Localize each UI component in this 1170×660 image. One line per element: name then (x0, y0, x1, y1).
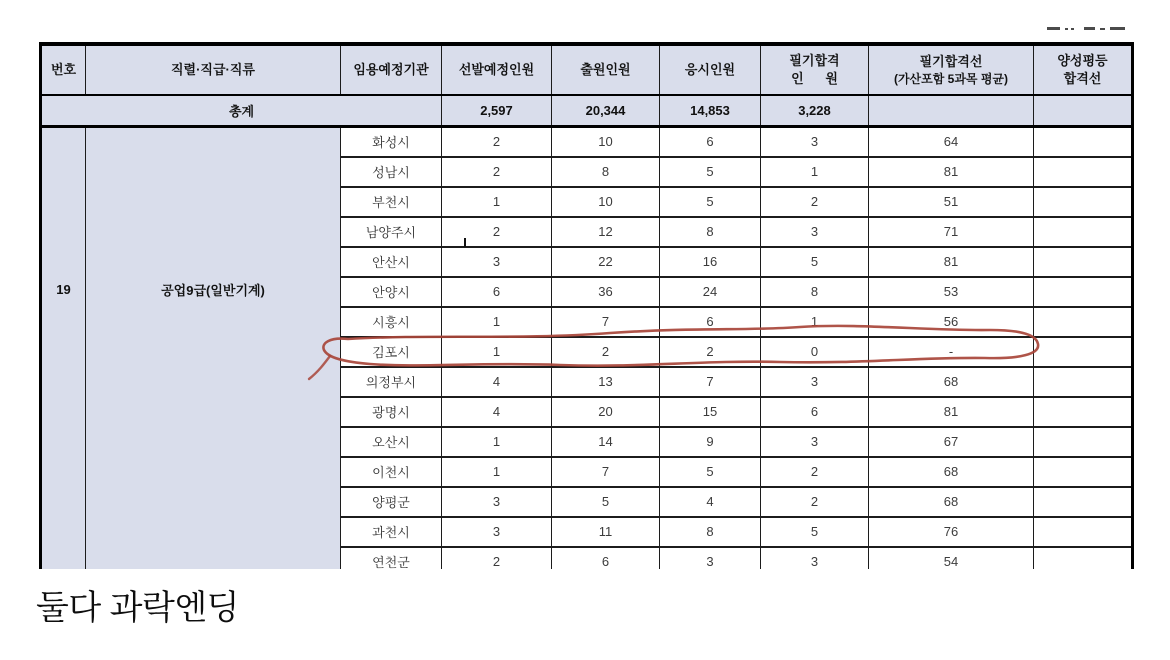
group-series-cell: 공업9급(일반기계) (86, 127, 341, 570)
cell-taken: 6 (660, 307, 761, 337)
cell-cutline: 81 (869, 397, 1034, 427)
cell-selection: 1 (442, 427, 552, 457)
col-passed: 필기합격 인 원 (761, 44, 869, 95)
cell-passed: 3 (761, 547, 869, 570)
cell-gender (1034, 277, 1133, 307)
total-row (41, 95, 1133, 127)
cutoff-text-fragment (1084, 27, 1095, 30)
table-row (41, 127, 1133, 157)
cell-taken: 8 (660, 217, 761, 247)
cell-passed: 5 (761, 247, 869, 277)
cell-cutline: 68 (869, 457, 1034, 487)
cell-agency: 양평군 (341, 487, 442, 517)
cell-applied: 20 (552, 397, 660, 427)
cell-taken: 5 (660, 157, 761, 187)
cell-gender (1034, 187, 1133, 217)
cell-selection: 3 (442, 487, 552, 517)
cell-cutline: 81 (869, 157, 1034, 187)
cell-cutline: 68 (869, 367, 1034, 397)
cell-gender (1034, 217, 1133, 247)
cell-agency: 안양시 (341, 277, 442, 307)
cell-gender (1034, 517, 1133, 547)
col-no: 번호 (41, 44, 86, 95)
cell-applied: 13 (552, 367, 660, 397)
total-cutline (869, 95, 1034, 127)
cell-cutline: 76 (869, 517, 1034, 547)
cell-gender (1034, 397, 1133, 427)
total-selection: 2,597 (442, 95, 552, 127)
cell-taken: 24 (660, 277, 761, 307)
col-taken: 응시인원 (660, 44, 761, 95)
cell-passed: 2 (761, 187, 869, 217)
cell-gender (1034, 307, 1133, 337)
cell-passed: 3 (761, 127, 869, 157)
cell-taken: 7 (660, 367, 761, 397)
cell-gender (1034, 427, 1133, 457)
cell-taken: 8 (660, 517, 761, 547)
cell-gender (1034, 457, 1133, 487)
cell-agency: 이천시 (341, 457, 442, 487)
cell-applied: 2 (552, 337, 660, 367)
cell-selection: 2 (442, 157, 552, 187)
col-gender: 양성평등 합격선 (1034, 44, 1133, 95)
cell-applied: 11 (552, 517, 660, 547)
cell-cutline: 64 (869, 127, 1034, 157)
cell-applied: 12 (552, 217, 660, 247)
exam-results-table (39, 42, 1134, 569)
cell-selection: 2 (442, 127, 552, 157)
header-row (41, 44, 1133, 95)
cell-taken: 2 (660, 337, 761, 367)
cell-agency: 시흥시 (341, 307, 442, 337)
col-agency: 임용예정기관 (341, 44, 442, 95)
cell-passed: 2 (761, 487, 869, 517)
cell-applied: 10 (552, 127, 660, 157)
cell-gender (1034, 247, 1133, 277)
cell-selection: 6 (442, 277, 552, 307)
cell-cutline: 81 (869, 247, 1034, 277)
cell-taken: 4 (660, 487, 761, 517)
group-number-cell: 19 (41, 127, 86, 570)
cell-selection: 3 (442, 247, 552, 277)
cutoff-text-fragment (1071, 28, 1074, 30)
cell-taken: 3 (660, 547, 761, 570)
cell-applied: 8 (552, 157, 660, 187)
cell-passed: 1 (761, 157, 869, 187)
cell-passed: 3 (761, 427, 869, 457)
table-container (39, 42, 1137, 569)
total-applied: 20,344 (552, 95, 660, 127)
caption-text: 둘다 과락엔딩 (36, 589, 240, 627)
cell-cutline: - (869, 337, 1034, 367)
cell-agency: 과천시 (341, 517, 442, 547)
cell-selection: 1 (442, 187, 552, 217)
cell-applied: 36 (552, 277, 660, 307)
cell-passed: 0 (761, 337, 869, 367)
cell-passed: 8 (761, 277, 869, 307)
cell-selection: 2 (442, 547, 552, 570)
cell-passed: 5 (761, 517, 869, 547)
cell-selection: 1 (442, 307, 552, 337)
cell-taken: 9 (660, 427, 761, 457)
cutoff-text-marks (0, 0, 1170, 34)
cell-passed: 3 (761, 217, 869, 247)
cell-taken: 16 (660, 247, 761, 277)
cell-applied: 14 (552, 427, 660, 457)
cell-agency: 광명시 (341, 397, 442, 427)
total-taken: 14,853 (660, 95, 761, 127)
cutoff-text-fragment (1100, 28, 1105, 30)
cell-applied: 7 (552, 307, 660, 337)
cell-passed: 3 (761, 367, 869, 397)
cell-applied: 7 (552, 457, 660, 487)
cell-gender (1034, 367, 1133, 397)
cell-agency: 화성시 (341, 127, 442, 157)
total-gender (1034, 95, 1133, 127)
col-series: 직렬·직급·직류 (86, 44, 341, 95)
cell-cutline: 54 (869, 547, 1034, 570)
cell-agency: 안산시 (341, 247, 442, 277)
cutoff-text-fragment (1047, 27, 1060, 30)
cell-applied: 22 (552, 247, 660, 277)
cell-agency: 김포시 (341, 337, 442, 367)
cell-cutline: 68 (869, 487, 1034, 517)
cell-gender (1034, 547, 1133, 570)
cell-cutline: 71 (869, 217, 1034, 247)
cell-agency: 남양주시 (341, 217, 442, 247)
cutoff-text-fragment (1065, 28, 1068, 30)
cell-applied: 6 (552, 547, 660, 570)
stray-mark (464, 238, 466, 247)
cutoff-text-fragment (1110, 27, 1125, 30)
col-applied: 출원인원 (552, 44, 660, 95)
cell-gender (1034, 157, 1133, 187)
cell-taken: 5 (660, 457, 761, 487)
cell-selection: 4 (442, 397, 552, 427)
cell-passed: 2 (761, 457, 869, 487)
cell-selection: 1 (442, 337, 552, 367)
cell-gender (1034, 127, 1133, 157)
cell-selection: 3 (442, 517, 552, 547)
cell-agency: 성남시 (341, 157, 442, 187)
cell-agency: 오산시 (341, 427, 442, 457)
cell-cutline: 67 (869, 427, 1034, 457)
total-passed: 3,228 (761, 95, 869, 127)
cell-gender (1034, 487, 1133, 517)
cell-taken: 15 (660, 397, 761, 427)
cell-applied: 5 (552, 487, 660, 517)
cell-gender (1034, 337, 1133, 367)
total-label: 총계 (41, 95, 442, 127)
cell-taken: 6 (660, 127, 761, 157)
cell-selection: 2 (442, 217, 552, 247)
cell-passed: 1 (761, 307, 869, 337)
cell-selection: 4 (442, 367, 552, 397)
cell-cutline: 56 (869, 307, 1034, 337)
cell-agency: 부천시 (341, 187, 442, 217)
cell-taken: 5 (660, 187, 761, 217)
cell-cutline: 53 (869, 277, 1034, 307)
cell-selection: 1 (442, 457, 552, 487)
cell-passed: 6 (761, 397, 869, 427)
cell-agency: 의정부시 (341, 367, 442, 397)
cell-agency: 연천군 (341, 547, 442, 570)
col-cutline: 필기합격선 (가산포함 5과목 평균) (869, 44, 1034, 95)
cell-cutline: 51 (869, 187, 1034, 217)
cell-applied: 10 (552, 187, 660, 217)
col-selection: 선발예정인원 (442, 44, 552, 95)
